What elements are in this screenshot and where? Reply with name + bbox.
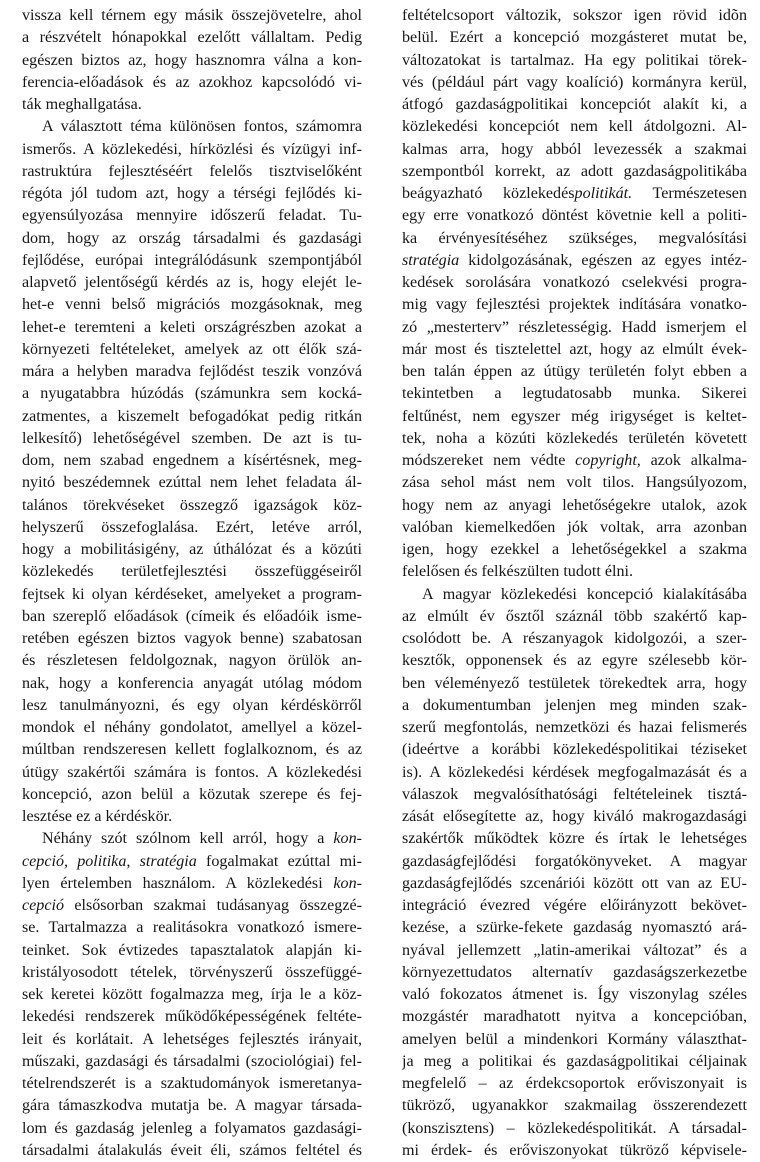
text-line: régóta jól tudom azt, hogy a térségi fejlődés ki- bbox=[22, 185, 362, 202]
text-line: A választott téma különösen fontos, számomra bbox=[42, 118, 362, 136]
text-line: tételrendszerét is a szaktudományok ismeretanya- bbox=[22, 1075, 362, 1092]
text-line: stratégia kidolgozásának, egészen az egyes intéz- bbox=[402, 251, 747, 269]
text-line: vissza kell térnem egy másik összejövetelre, ahol bbox=[22, 7, 362, 24]
text-line: tek, noha a közúti közlekedés területén követett bbox=[402, 429, 747, 447]
text-line: a dokumentumban jelenjen meg minden szak- bbox=[402, 696, 747, 714]
text-line: kedések sorolására vonatkozó cselekvési progra- bbox=[402, 274, 747, 291]
text-line: lekedési rendszerek működőképességének feltéte- bbox=[22, 1008, 362, 1026]
text-line: múltban rendszeresen kellett foglalkoznom, és az bbox=[22, 741, 362, 759]
text-line: egyensúlyozása mennyire időszerű feladat. Tu- bbox=[22, 207, 362, 225]
text-line: kristályosodott tételek, törvényszerű összefüggé- bbox=[22, 963, 362, 981]
text-line: ismerős. A közlekedési, hírközlési és vízügyi inf- bbox=[22, 140, 362, 158]
text-line: retében egészen biztos vagyok benne) szabatosan bbox=[22, 630, 362, 647]
text-line: ban szereplő előadások (címeik és előadóik isme- bbox=[22, 607, 362, 625]
text-line: zását elősegítette az, hogy kiváló makrogazdasági bbox=[402, 808, 747, 825]
text-line: (ideértve a korábbi közlekedéspolitikai téziseket bbox=[402, 741, 747, 759]
text-line: ka érvényesítéséhez szükséges, megvalósítási bbox=[402, 229, 747, 247]
text-line: útügy szakértői számára is fontos. A közlekedési bbox=[22, 763, 362, 781]
text-line: gazdaságfejlődés szcenáriói között ott van az EU- bbox=[402, 874, 747, 892]
text-line: fejlődése, európai integrálódásunk szempontjából bbox=[22, 251, 362, 269]
text-line: szempontból korrekt, az adott gazdaságpolitikába bbox=[402, 162, 747, 180]
text-line: lehet-e teremteni a keleti országrészben azokat a bbox=[22, 318, 362, 336]
text-line: teinket. Sok évtizedes tapasztalatok alapján ki- bbox=[22, 941, 362, 959]
text-line: nyitó beszédemnek ezúttal nem lehet feladata ál- bbox=[22, 474, 362, 492]
text-line: lesztése ez a kérdéskör. bbox=[22, 808, 173, 825]
text-line: is). A közlekedési kérdések megfogalmazását és a bbox=[402, 763, 747, 781]
text-line: lom és gazdaság jelenleg a folyamatos gazdasági- bbox=[22, 1119, 362, 1137]
text-line: ferencia-előadások és az azokhoz kapcsolódó vi- bbox=[22, 73, 362, 91]
text-line: egy erre vonatkozó döntést követnie kell a politi- bbox=[402, 207, 747, 225]
text-line: talános törekvéseket összegző igazságok köz- bbox=[22, 496, 362, 514]
text-line: környezeti feltételeket, amelyek az ott élők szá- bbox=[22, 340, 362, 358]
text-line: felelősen és felkészülten tudott élni. bbox=[402, 563, 634, 581]
text-line: átfogó gazdaságpolitikai koncepciót alakít ki, a bbox=[402, 96, 747, 113]
text-line: nyával jellemzett „latin-amerikai változat” és a bbox=[402, 941, 747, 959]
text-line: mig vagy fejlesztési projektek indítására vonatko- bbox=[402, 296, 747, 314]
text-line: beágyazható közlekedéspolitikát. Természetesen bbox=[402, 185, 747, 202]
text-line: belül. Ezért a koncepció mozgásteret mutat be, bbox=[402, 29, 747, 47]
text-line: dom, hogy az ország társadalmi és gazdasági bbox=[22, 229, 362, 247]
text-line: cepció elsősorban szakmai tudásanyag összegzé- bbox=[22, 897, 362, 914]
text-line: lelkesítő) lehetőségével szemben. De azt is tu- bbox=[22, 429, 362, 447]
text-line: ták meghallgatása. bbox=[22, 96, 142, 113]
text-line: mozgástér maradhatott nyitva a koncepcióban, bbox=[402, 1008, 747, 1026]
text-line: se. Tartalmazza a realitásokra vonatkozó ismere- bbox=[22, 919, 362, 937]
text-line: mi érdek- és erőviszonyokat tükröző képvisele- bbox=[402, 1141, 747, 1159]
text-line: valóban kiemelkedően jók voltak, arra azonban bbox=[402, 518, 747, 536]
text-line: A magyar közlekedési koncepció kialakításába bbox=[422, 585, 747, 603]
text-line: az elmúlt év ősztől száznál több szakértő kap- bbox=[402, 607, 747, 625]
text-line: és részletesen feldolgoznak, nagyon örülök an- bbox=[22, 652, 362, 670]
text-line: műszaki, gazdasági és társadalmi (szociológiai) fel- bbox=[22, 1052, 362, 1070]
text-line: mára a helyben maradva fejlődést teszik vonzóvá bbox=[22, 363, 362, 380]
text-line: hogy nem az anyagi lehetőségekre utalok, azok bbox=[402, 496, 747, 514]
text-line: ben véleményező testületek törekedtek arra, hogy bbox=[402, 674, 747, 692]
text-line: ben talán éppen az útügy területén folyt ebben a bbox=[402, 363, 747, 380]
text-line: megfelelő – az érdekcsoportok erőviszonyait is bbox=[402, 1075, 747, 1092]
text-line: kesztők, opponensek és az egyre szélesebb kör- bbox=[402, 652, 747, 670]
text-line: sek keretei között fogalmazza meg, írja le a köz- bbox=[22, 986, 362, 1003]
text-line: igen, hogy ezekkel a lehetőségekkel a szakma bbox=[402, 541, 747, 558]
text-line: szakértők működtek közre és írtak le lehetséges bbox=[402, 830, 747, 848]
text-line: csolódott be. A részanyagok kidolgozói, a szer- bbox=[402, 630, 747, 647]
text-line: gára támaszkodva mutatja be. A magyar társada- bbox=[22, 1097, 362, 1115]
text-line: lesz tanulmányozni, és egy olyan kérdéskörről bbox=[22, 696, 362, 714]
text-line: lyen értelemben használom. A közlekedési kon- bbox=[22, 874, 362, 892]
text-line: társadalmi átalakulás éveit éli, számos feltétel és bbox=[22, 1141, 362, 1159]
text-line: mondok el néhány gondolatot, amellyel a közel- bbox=[22, 719, 362, 736]
right-column bbox=[402, 5, 747, 1162]
text-line: hogy a mobilitásigény, az úthálózat és a közúti bbox=[22, 541, 362, 558]
text-line: már most és tisztelettel azt, hogy az elmúlt évek- bbox=[402, 340, 747, 358]
text-line: a részvételt hónapokkal ezelőtt vállaltam. Pedig bbox=[22, 29, 362, 47]
text-line: cepció, politika, stratégia fogalmakat ezúttal mi- bbox=[22, 852, 362, 870]
text-line: változatokat is tartalmaz. Ha egy politikai törek- bbox=[402, 51, 747, 69]
text-line: való fokozatos átmenet is. Így viszonylag széles bbox=[402, 986, 747, 1003]
text-line: gazdaságfejlődési forgatókönyveket. A magyar bbox=[402, 852, 747, 870]
text-line: koncepció, azon belül a közutak szerepe és fej- bbox=[22, 785, 362, 803]
text-line: kalmas arra, hogy abból levezessék a szakmai bbox=[402, 140, 747, 158]
text-line: het-e venni belső migrációs mozgásoknak, meg bbox=[22, 296, 362, 314]
text-line: feltűnést, nem egyszer még irigységet is keltet- bbox=[402, 407, 747, 425]
text-line: ja meg a politikai és gazdaságpolitikai céljainak bbox=[402, 1052, 747, 1070]
text-line: környezettudatos alternatív gazdaságszerkezetbe bbox=[402, 963, 747, 981]
text-line: Néhány szót szólnom kell arról, hogy a kon- bbox=[42, 830, 362, 848]
text-line: leit és korlátait. A lehetséges fejlesztés irányait, bbox=[22, 1030, 362, 1048]
text-line: tükröző, ugyanakkor szakmailag összerendezett bbox=[402, 1097, 747, 1115]
text-line: feltételcsoport változik, sokszor igen rövid idõn bbox=[402, 7, 747, 24]
text-line: alapvető jelentőségű kérdés az is, hogy elejét le- bbox=[22, 274, 362, 291]
left-column bbox=[22, 5, 362, 1162]
text-line: zatmentes, a kiszemelt befogadókat pedig ritkán bbox=[22, 407, 362, 425]
text-line: dom, nem szabad engednem a kísértésnek, meg- bbox=[22, 452, 362, 469]
text-line: zó „mesterterv” részletességig. Hadd ismerjem el bbox=[402, 318, 747, 336]
text-line: helyszerű összefoglalása. Ezért, letéve arról, bbox=[22, 518, 362, 536]
text-line: vés (például párt vagy koalíció) kormányra kerül, bbox=[402, 73, 747, 91]
text-line: (konszisztens) – közlekedéspolitikát. A társadal- bbox=[402, 1119, 747, 1137]
text-line: zása sehol mást nem volt tilos. Hangsúlyozom, bbox=[402, 474, 747, 492]
text-line: válaszok megvalósíthatósági feltételeinek tisztá- bbox=[402, 785, 747, 803]
text-line: a nyugatabbra húzódás (számunkra sem kocká- bbox=[22, 385, 362, 403]
text-line: tekintetben a legtudatosabb munka. Sikerei bbox=[402, 385, 747, 403]
text-line: egészen biztos az, hogy hasznomra válna a kon- bbox=[22, 51, 362, 69]
text-line: fejtsek ki olyan kérdéseket, amelyeket a program- bbox=[22, 585, 362, 603]
text-line: kezése, a szürke-fekete gazdaság nyomasztó ará- bbox=[402, 919, 747, 937]
text-line: amelyen belül a mindenkori Kormány választhat- bbox=[402, 1030, 747, 1048]
text-line: közlekedés területfejlesztési összefüggéseiről bbox=[22, 563, 362, 581]
text-line: rastruktúra fejlesztéséért felelős tisztviselőként bbox=[22, 162, 362, 180]
text-line: közlekedési koncepciót nem kell átdolgozni. Al- bbox=[402, 118, 747, 136]
text-line: szerű megfontolás, nemzetközi és hazai felismerés bbox=[402, 719, 747, 736]
text-line: módszereket nem védte copyright, azok alkalma- bbox=[402, 452, 747, 469]
text-line: nak, hogy a konferencia anyagát utólag módom bbox=[22, 674, 362, 692]
text-line: integráció évezred végére előirányzott bekövet- bbox=[402, 897, 747, 914]
